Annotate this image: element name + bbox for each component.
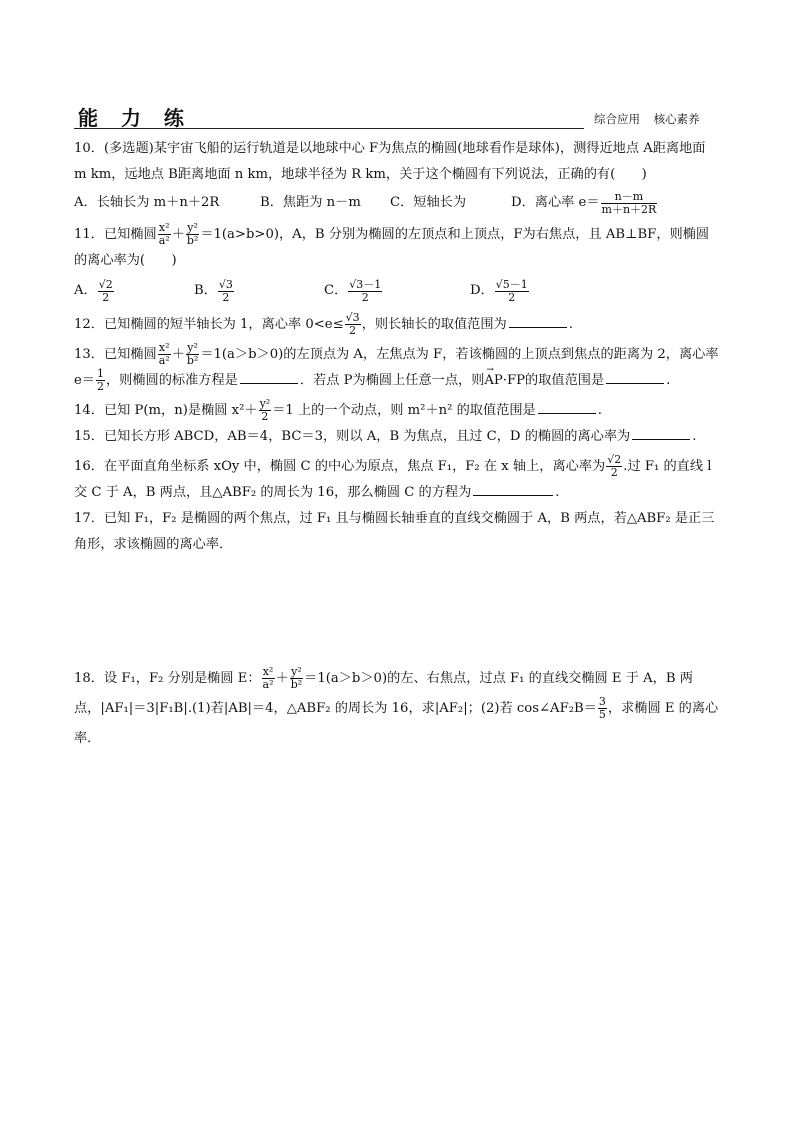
answer-blank[interactable] [473,481,553,496]
fraction-numerator: √2 [607,453,622,466]
question-14-text: ＝1 上的一个动点，则 m²＋n² 的取值范围是 [272,403,536,418]
fraction-denominator: 2 [495,291,529,304]
fraction-numerator: √2 [98,277,113,291]
question-15-text: 15．已知长方形 ABCD，AB＝4，BC＝3，则以 A，B 为焦点，且过 C，D 的椭圆的离心率为 [74,429,631,444]
option-10d [511,190,658,216]
question-16-prefix: 16．在平面直角坐标系 xOy 中，椭圆 C 的中心为原点，焦点 F₁，F₂ 在 x 轴上，离心率为 [74,459,606,474]
question-13-e: e＝ [74,373,95,388]
question-10 [74,136,722,188]
option-label: D． [470,283,494,298]
option-11a [74,278,194,304]
fraction-denominator: 2 [218,291,234,304]
period: . [555,485,560,500]
section-tags: 综合应用 核心素养 [594,112,700,126]
fraction-numerator: √3 [345,311,360,324]
fraction [186,342,199,367]
question-13-text-3: ．若点 P为椭圆上任意一点，则 [299,373,485,388]
fraction-numerator: n－m [614,189,644,203]
option-10c: C．短轴长为 [390,195,467,210]
fraction [598,696,607,721]
question-14-prefix: 14．已知 P(m，n)是椭圆 x²＋ [74,403,258,418]
period: . [666,373,671,388]
vector-dot-product: → AP·FP [484,368,525,394]
question-13-text-2: ，则椭圆的标准方程是 [106,373,238,388]
fraction [96,368,105,393]
question-10-text: 10．(多选题)某宇宙飞船的运行轨道是以地球中心 F为焦点的椭圆(地球看作是球体)，测得近地点 A距离地面 m km，远地点 B距离地面 n km，地球半径为 R km，关于这个椭圆有下列说法，正确的有( ) [74,141,706,182]
fraction-denominator: 2 [345,324,361,337]
question-12-prefix: 12．已知椭圆的短半轴长为 1，离心率 0<e≤ [74,317,344,332]
fraction [290,666,303,691]
fraction [348,279,382,304]
fraction-numerator: √3 [218,277,233,291]
answer-blank[interactable] [632,425,690,440]
period: . [597,403,602,418]
fraction [495,279,529,304]
option-10a: A．长轴长为 m＋n＋2R [74,195,220,210]
question-15 [74,424,722,450]
fraction-numerator: 3 [598,695,606,708]
fraction [262,666,275,691]
period: . [692,429,697,444]
question-16 [74,454,722,506]
fraction [158,342,171,367]
question-11: 11．已知椭圆 $\frac{\text{x²}}{\text{a²}}$ ＋ $\frac{\text{y²}}{\text{b²}}$ ＝1(a>b>0)，A，B 分别为椭圆的左顶点和上顶点，F为右焦点，且 AB⊥BF，则椭圆的离心率为( ) [74,221,710,268]
question-17-text: 17．已知 F₁，F₂ 是椭圆的两个焦点，过 F₁ 且与椭圆长轴垂直的直线交椭圆于 A，B 两点，若△ABF₂ 是正三角形，求该椭圆的离心率． [74,511,715,552]
question-13: 13．已知椭圆 $\frac{\text{x²}}{\text{a²}}$ ＋ $\frac{\text{y²}}{\text{b²}}$ ＝1(a＞b＞0)的左顶点为 A，左焦点为 F，若该椭圆的上顶点到焦点的距离为 2，离心率 e＝ $\frac{1}{2}$ ，则椭圆的标准方程是 ．若点 P为椭圆上任意一点，则→ AP·FP的取值范围是 . [74,342,722,394]
answer-blank[interactable] [606,369,664,384]
fraction [259,398,272,423]
question-14 [74,398,722,424]
fraction-denominator: 2 [97,380,104,393]
fraction-denominator: a² [158,354,170,367]
header-rule [74,128,584,129]
fraction-numerator: y² [259,397,271,410]
fraction-denominator: a² [262,678,274,691]
answer-space [74,558,722,664]
fraction-numerator: 1 [97,367,104,380]
question-12 [74,312,722,338]
question-18: 18．设 F₁，F₂ 分别是椭圆 E： $\frac{\text{x²}}{\text{a²}}$ ＋ $\frac{\text{y²}}{\text{b²}}$ ＝1(a＞b＞0)的左、右焦点，过点 F₁ 的直线交椭圆 E 于 A，B 两点，|AF₁|＝3|F₁B|.(1)若|AB|＝4，△ABF₂ 的周长为 16，求|AF₂|；(2)若 cos∠AF₂B＝ $\frac{3}{5}$ ，求椭圆 E 的离心率． [74,665,719,746]
fraction-denominator: b² [290,678,303,691]
fraction-denominator: 2 [348,291,382,304]
fraction-denominator: a² [158,234,170,247]
fraction-numerator: y² [291,665,302,678]
fraction-denominator: 2 [606,466,622,479]
option-11b [194,278,324,304]
fraction [98,279,114,304]
option-label: A． [74,283,97,298]
fraction-denominator: 2 [98,291,114,304]
fraction-denominator: b² [186,234,199,247]
fraction-denominator: 2 [259,410,272,423]
answer-blank[interactable] [538,399,596,414]
fraction [606,454,622,479]
question-17 [74,506,722,558]
question-13-text: ＝1(a＞b＞0)的左顶点为 A，左焦点为 F，若该椭圆的上顶点到焦点的距离为 2，离心率 [200,347,719,362]
question-12-text: ，则长轴长的取值范围为 [361,317,507,332]
option-10d-fraction [601,191,658,216]
question-11-text: ＝1(a>b>0)，A，B 分别为椭圆的左顶点和上顶点，F为右焦点，且 AB⊥BF，则椭圆的离心率为( ) [74,227,710,268]
fraction-numerator: y² [187,221,198,234]
answer-blank[interactable] [509,313,567,328]
question-16-text: .过 F₁ 的直线 l 交 C 于 A，B 两点，且△ABF₂ 的周长为 16，那么椭圆 C 的方程为 [74,459,712,500]
option-11c [324,278,470,304]
fraction [345,312,361,337]
option-10d-label: D．离心率 e＝ [511,195,600,210]
question-list [74,136,722,754]
fraction-numerator: √5－1 [495,277,528,291]
fraction [158,222,171,247]
fraction-numerator: √3－1 [349,277,382,291]
fraction-numerator: x² [262,665,274,678]
fraction-denominator: 5 [598,708,606,721]
question-11-prefix: 11．已知椭圆 [74,227,157,242]
fraction [186,222,199,247]
fraction-numerator: x² [158,221,170,234]
question-13-text-4: 的取值范围是 [525,373,605,388]
question-18-text: ＝1(a＞b＞0)的左、右焦点，过点 F₁ 的直线交椭圆 E 于 A，B 两点，|AF₁|＝3|F₁B|.(1)若|AB|＝4，△ABF₂ 的周长为 16，求|AF₂|；(2)若 cos∠AF₂B＝ [74,671,693,716]
fraction-numerator: y² [187,341,198,354]
fraction [218,279,234,304]
option-11d [470,278,530,304]
question-13-prefix: 13．已知椭圆 [74,347,157,362]
section-header [74,104,719,128]
question-10-options [74,188,722,218]
fraction-denominator: b² [186,354,199,367]
question-18-end: ，求椭圆 E 的离心率． [74,701,719,746]
answer-blank[interactable] [240,369,298,384]
period: . [568,317,573,332]
fraction-numerator: x² [158,341,170,354]
question-18-prefix: 18．设 F₁，F₂ 分别是椭圆 E： [74,671,261,686]
question-11-options [74,274,722,308]
option-label: C． [324,283,348,298]
option-10b: B．焦距为 n－m [260,195,361,210]
section-title: 能 力 练 [78,106,192,130]
fraction-denominator: m＋n＋2R [601,202,657,216]
option-label: B． [194,283,217,298]
